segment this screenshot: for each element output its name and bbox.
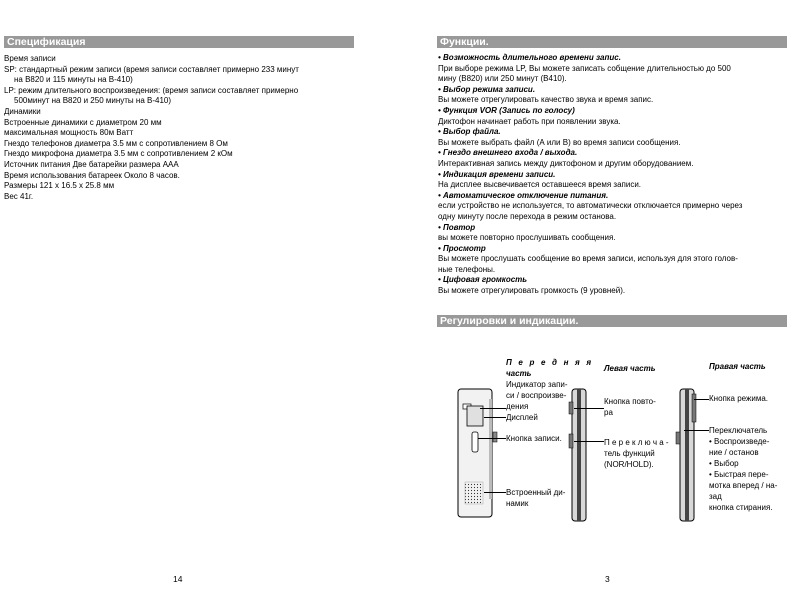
- spec-line: Размеры 121 x 16.5 x 25.8 мм: [4, 181, 115, 191]
- spec-header: Спецификация: [4, 36, 354, 48]
- device-right-side-illustration: [674, 384, 704, 524]
- spec-line: LP: режим длительного воспроизведения: (время записи составляет примерно: [4, 85, 299, 95]
- spec-line: Источник питания Две батарейки размера ААА: [4, 159, 179, 169]
- feature-title: • Повтор: [438, 222, 476, 232]
- spec-line: 500минут на В820 и 250 минуты на В-410): [14, 96, 172, 106]
- feature-line: мину (В820) или 250 минут (В410).: [438, 74, 567, 84]
- feature-title: • Цифовая громкость: [438, 275, 528, 285]
- front-caption-2: часть: [506, 369, 532, 378]
- page-number-right: 3: [605, 574, 610, 584]
- right-side-label: • Воспроизведе-: [709, 437, 770, 446]
- front-label: дения: [506, 402, 529, 411]
- left-side-label: ра: [604, 408, 613, 417]
- device-left-side-illustration: [564, 384, 594, 524]
- feature-title: • Индикация времени записи.: [438, 169, 556, 179]
- left-side-label: Кнопка повто-: [604, 397, 656, 406]
- page-number-left: 14: [173, 574, 183, 584]
- feature-title: • Возможность длительного времени запис.: [438, 53, 621, 62]
- leader-line: [478, 438, 506, 439]
- front-label: намик: [506, 499, 529, 508]
- controls-header: Регулировки и индикации.: [437, 315, 787, 327]
- leader-line: [480, 408, 506, 409]
- spec-line: Встроенные динамики с диаметром 20 мм: [4, 117, 162, 127]
- leader-line: [484, 417, 506, 418]
- feature-line: При выборе режима LP, Вы можете записать собщение длительностью до 500: [438, 63, 731, 73]
- left-side-label: П е р е к л ю ч а -: [604, 438, 669, 447]
- feature-line: Вы можете прослушать сообщение во время записи, используя для этого голов-: [438, 254, 738, 264]
- spec-line: Гнездо микрофона диаметра 3.5 мм с сопротивлением 2 кОм: [4, 149, 233, 159]
- left-side-label: тель функций: [604, 449, 655, 458]
- spec-line: на В820 и 115 минуты на В-410): [14, 75, 133, 85]
- spec-line: Время записи: [4, 54, 56, 63]
- spec-line: Динамики: [4, 106, 41, 116]
- feature-line: Вы можете отрегулировать качество звука и время запис.: [438, 95, 654, 105]
- feature-line: вы можете повторно прослушивать сообщения.: [438, 233, 616, 243]
- functions-text: [438, 53, 742, 297]
- left-side-label: (NOR/HOLD).: [604, 460, 654, 469]
- leader-line: [574, 408, 604, 409]
- feature-title: • Выбор файла.: [438, 127, 501, 137]
- leader-line: [694, 399, 709, 400]
- feature-line: одну минуту после перехода в режим останова.: [438, 211, 617, 221]
- right-side-caption: Правая часть: [709, 362, 766, 371]
- feature-line: Вы можете выбрать файл (А или В) во время записи сообщения.: [438, 137, 681, 147]
- front-caption: П е р е д н я я: [506, 358, 594, 367]
- feature-title: • Выбор режима записи.: [438, 84, 536, 94]
- feature-line: Вы можете отрегулировать громкость (9 уровней).: [438, 286, 626, 296]
- spec-text: [4, 54, 299, 202]
- spec-line: Гнездо телефонов диаметра 3.5 мм с сопротивлением 8 Ом: [4, 138, 228, 148]
- spec-line: Время использования батареек Около 8 часов.: [4, 170, 180, 180]
- feature-title: • Автоматическое отключение питания.: [438, 190, 609, 200]
- right-side-label: Переключатель: [709, 426, 768, 435]
- feature-line: На дисплее высвечивается оставшееся время записи.: [438, 180, 642, 190]
- feature-line: если устройство не используется, то автоматически отключается примерно через: [438, 201, 743, 211]
- feature-line: Диктофон начинает работь при появлении звука.: [438, 116, 621, 126]
- front-label: Кнопка записи.: [506, 434, 562, 443]
- right-side-label: • Быстрая пере-: [709, 470, 769, 479]
- feature-title: • Просмотр: [438, 243, 486, 253]
- device-front-illustration: [455, 384, 501, 524]
- front-label: си / воспроизве-: [506, 391, 567, 400]
- functions-header: Функции.: [437, 36, 787, 48]
- feature-title: • Функция VOR (Запись по голосу): [438, 105, 575, 115]
- right-side-label: ние / останов: [709, 448, 759, 457]
- feature-title: • Гнездо внешнего входа / выхода.: [438, 148, 578, 158]
- leader-line: [484, 492, 506, 493]
- left-side-caption: Левая часть: [604, 364, 656, 373]
- right-side-label: • Выбор: [709, 459, 739, 468]
- right-side-label: зад: [709, 492, 722, 501]
- front-label: Индикатор запи-: [506, 380, 568, 389]
- right-side-label: кнопка стирания.: [709, 503, 773, 512]
- spec-line: Вес 41г.: [4, 191, 34, 201]
- right-side-label: мотка вперед / на-: [709, 481, 778, 490]
- right-side-label: Кнопка режима.: [709, 394, 769, 403]
- feature-line: Интерактивная запись между диктофоном и другим оборудованием.: [438, 158, 694, 168]
- leader-line: [684, 430, 709, 431]
- feature-line: ные телефоны.: [438, 264, 496, 274]
- spec-line: максимальная мощность 80м Ватт: [4, 128, 134, 138]
- leader-line: [574, 441, 604, 442]
- front-label: Встроенный ди-: [506, 488, 566, 497]
- spec-line: SP: стандартный режим записи (время записи составляет примерно 233 минут: [4, 64, 299, 74]
- front-label: Дисплей: [506, 413, 538, 422]
